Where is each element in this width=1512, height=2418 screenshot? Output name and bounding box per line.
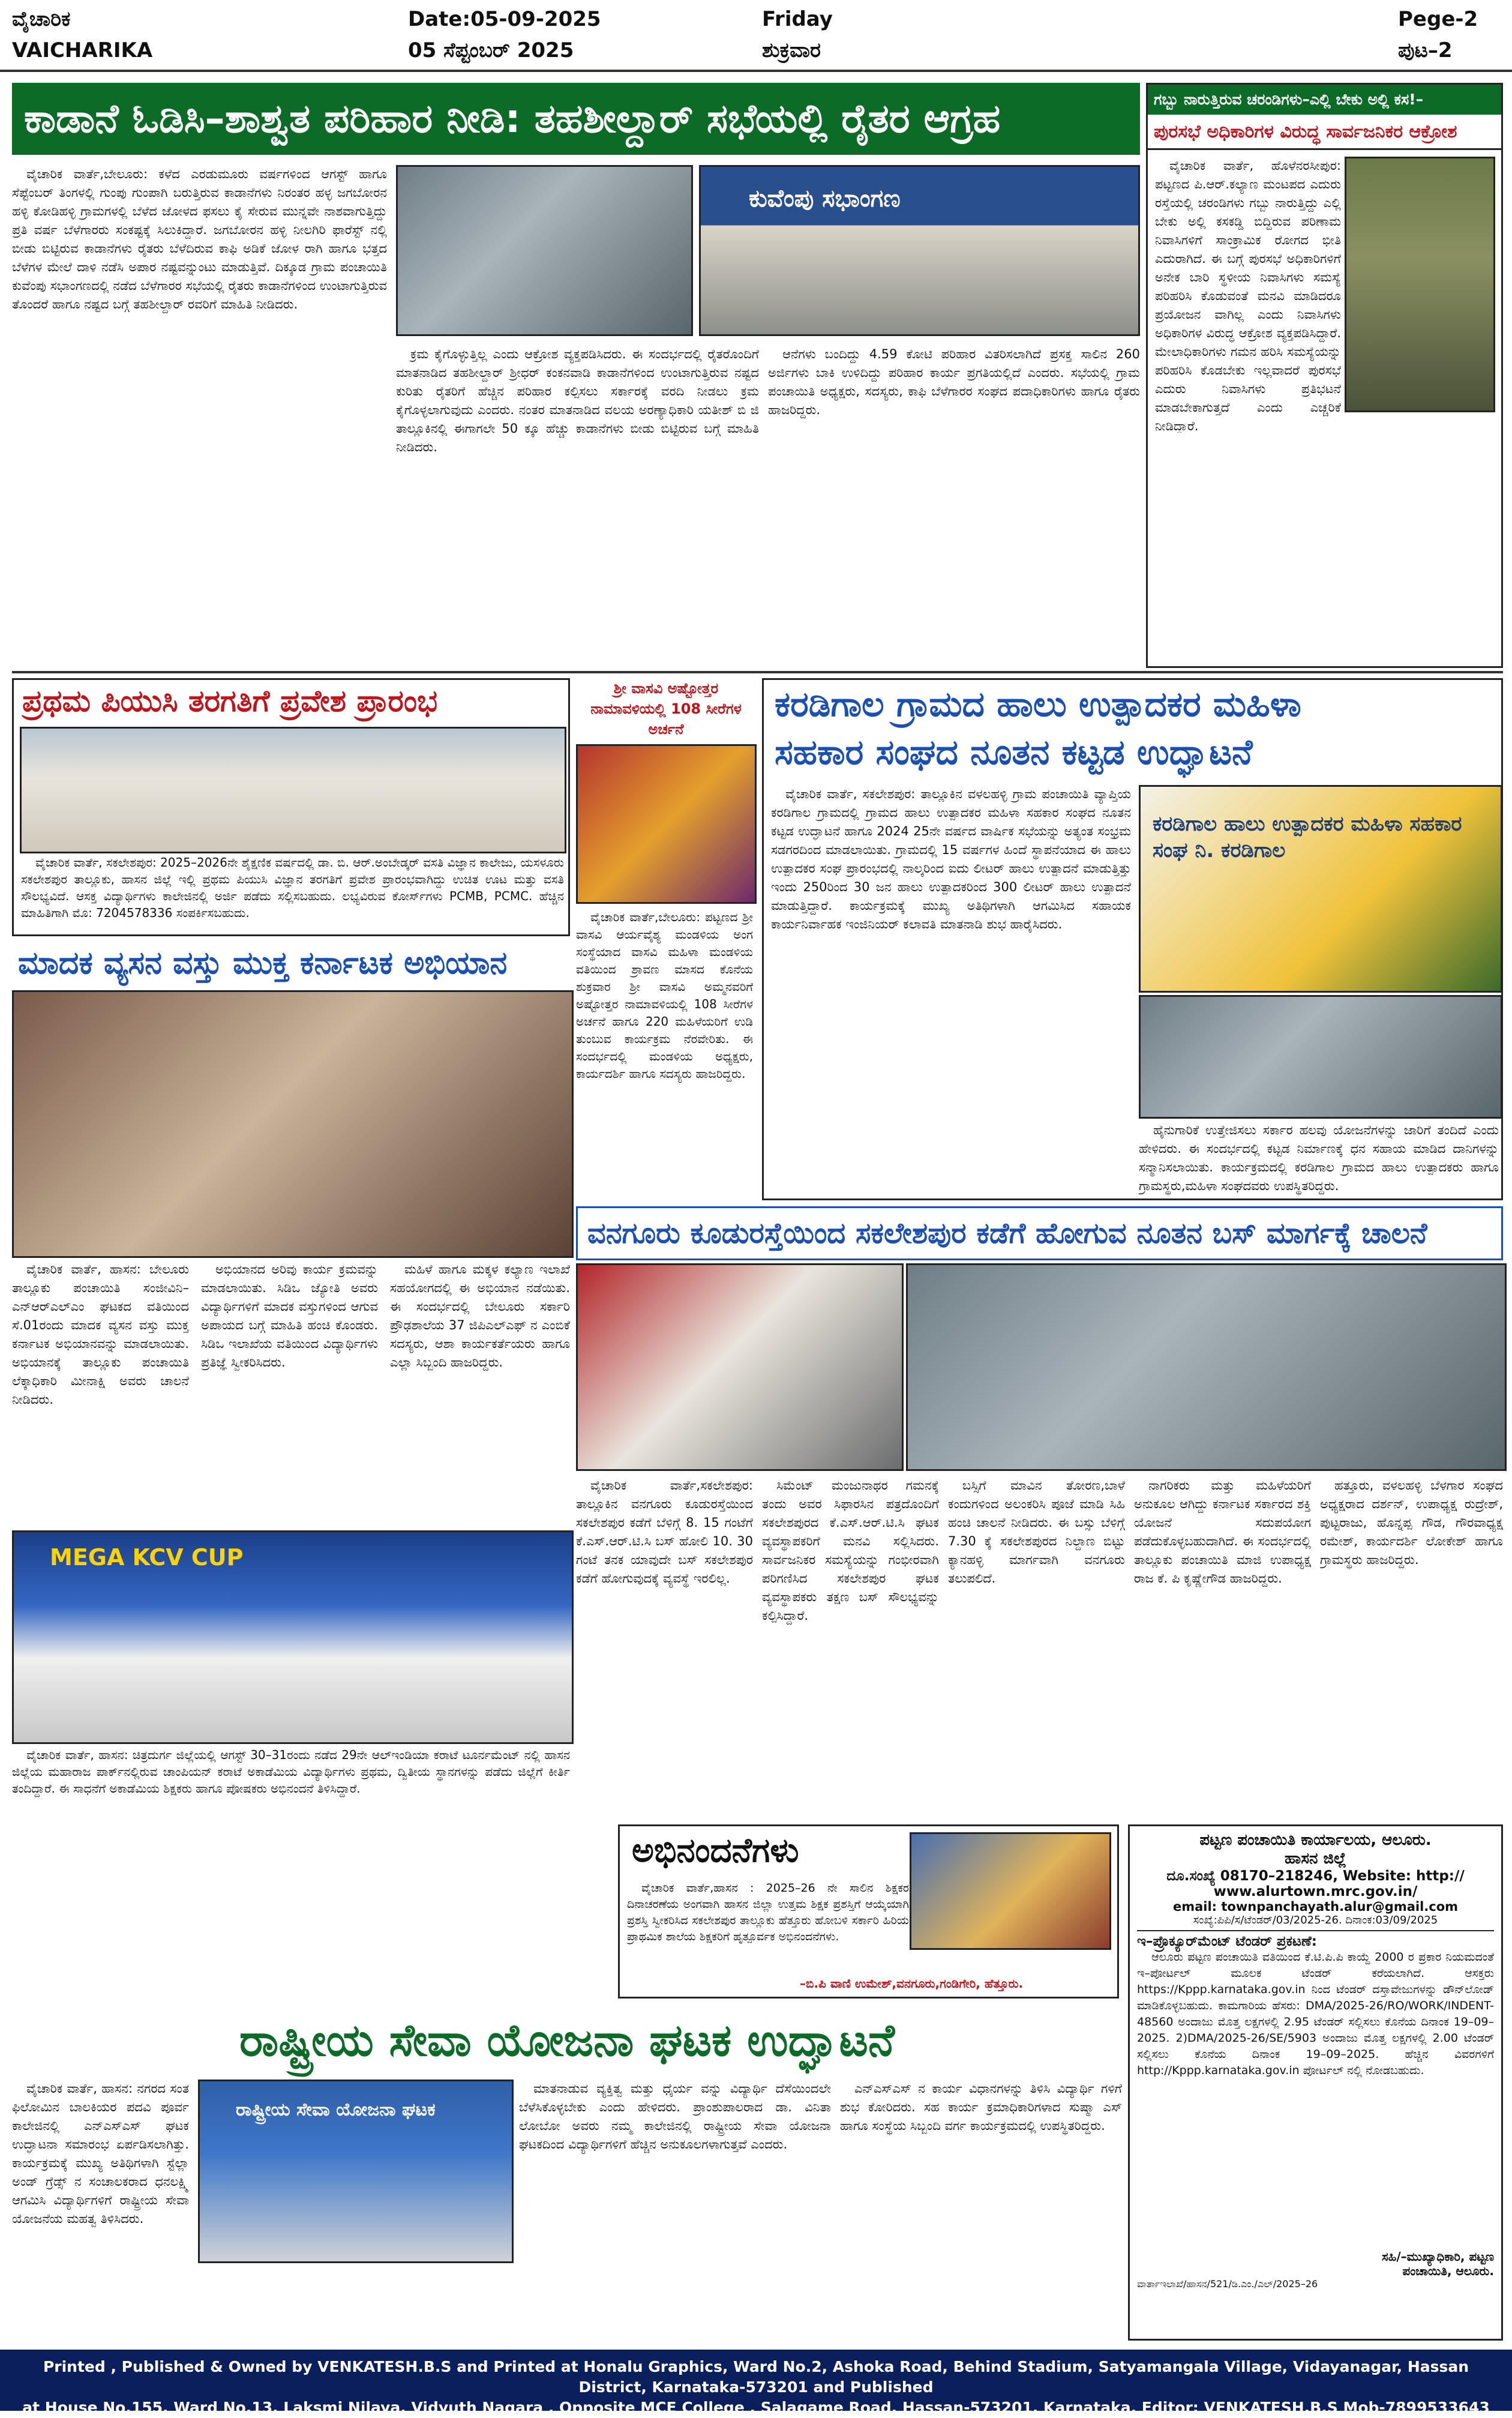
bus-route-column-4: ನಾಗರಿಕರು ಮತ್ತು ಮಹಿಳೆಯರಿಗೆ ಅನುಕೂಲ ಆಗಿದ್ದು ಕರ್ನಾಟಕ ಸರ್ಕಾರದ ಶಕ್ತಿ ಯೋಜನೆ ಸದುಪಯೋಗ ಪಡೆದುಕೊಳ್ಳಬಹುದಾಗಿದೆ. ಈ ಸಂದರ್ಭದಲ್ಲಿ ತಾಲ್ಲೂಕು ಪಂಚಾಯಿತಿ ಮಾಜಿ ಉಪಾಧ್ಯಕ್ಷ ರಾಜ ಕೆ. ಪಿ ಕೃಷ್ಣೇಗೌಡ ಹಾಜರಿದ್ದರು.	[1134, 1478, 1311, 1586]
paper-name-kannada: ವೈಚಾರಿಕ	[12, 7, 71, 31]
puc-headline: ಪ್ರಥಮ ಪಿಯುಸಿ ತರಗತಿಗೆ ಪ್ರವೇಶ ಪ್ರಾರಂಭ	[22, 683, 438, 718]
paper-name-english: VAICHARIKA	[12, 38, 153, 62]
congrats-body: ವೈಚಾರಿಕ ವಾರ್ತೆ,ಹಾಸನ : 2025–26 ನೇ ಸಾಲಿನ ಶಿಕ್ಷಕರ ದಿನಾಚರಣೆಯ ಅಂಗವಾಗಿ ಹಾಸನ ಜಿಲ್ಲಾ ಉತ್ತಮ ಶಿಕ್ಷಕ ಪ್ರಶಸ್ತಿಗೆ ಆಯ್ಕೆಯಾಗಿ ಪ್ರಶಸ್ತಿ ಸ್ವೀಕರಿಸಿದ ಸಕಲೇಶಪುರ ತಾಲ್ಲೂಕು ಹೆತ್ತೂರು ಹೋಬಳಿ ಸರ್ಕಾರಿ ಹಿರಿಯ ಪ್ರಾಥಮಿಕ ಶಾಲೆಯ ಶಿಕ್ಷಕರಿಗೆ ಹೃತ್ಪೂರ್ವಕ ಅಭಿನಂದನೆಗಳು.	[627, 1881, 909, 1943]
drug-campaign-column-2: ಅಭಿಯಾನದ ಅರಿವು ಕಾರ್ಯ ಕ್ರಮವನ್ನು ಮಾಡಲಾಯಿತು. ಸಿಡಿಒ ಜ್ಯೋತಿ ಅವರು ವಿದ್ಯಾರ್ಥಿಗಳಿಗೆ ಮಾದಕ ವಸ್ತುಗಳಿಂದ ಆಗುವ ಅಪಾಯದ ಬಗ್ಗೆ ಮಾಹಿತಿ ಹಂಚಿ ಕೊಂಡರು. ಸಿಡಿಒ ಇಲಾಖೆಯ ವತಿಯಿಂದ ವಿದ್ಯಾರ್ಥಿಗಳು ಪ್ರತಿಜ್ಞೆ ಸ್ವೀಕರಿಸಿದರು.	[201, 1262, 378, 1370]
bus-route-column-2: ಸಿಮೆಂಟ್ ಮಂಜುನಾಥರ ಗಮನಕ್ಕೆ ತಂದು ಅವರ ಸಿಫಾರಸಿನ ಪತ್ರದೊಂದಿಗೆ ಸಕಲೇಶಪುರದ ಕೆ.ಎಸ್.ಆರ್.ಟಿ.ಸಿ ಘಟಕ ವ್ಯವಸ್ಥಾಪಕರಿಗೆ ಮನವಿ ಸಲ್ಲಿಸಿದರು. ಸಾರ್ವಜನಿಕರ ಸಮಸ್ಯೆಯನ್ನು ಗಂಭೀರವಾಗಿ ಪರಿಗಣಿಸಿದ ಸಕಲೇಶಪುರ ಘಟಕ ವ್ಯವಸ್ಥಾಪಕರು ತಕ್ಷಣ ಬಸ್ ಸೌಲಭ್ಯವನ್ನು ಕಲ್ಪಿಸಿದ್ದಾರೆ.	[762, 1478, 939, 1623]
nss-photo-banner	[198, 2080, 514, 2263]
dairy-photo-banner-text: ಕರಡಿಗಾಲ ಹಾಲು ಉತ್ಪಾದಕರ ಮಹಿಳಾ ಸಹಕಾರ ಸಂಘ ನಿ. ಕರಡಿಗಾಲ	[1153, 812, 1462, 862]
side-story-headline: ಪುರಸಭೆ ಅಧಿಕಾರಿಗಳ ವಿರುದ್ಧ ಸಾರ್ವಜನಿಕರ ಆಕ್ರೋಶ	[1148, 115, 1501, 150]
lead-body-column-1: ವೈಚಾರಿಕ ವಾರ್ತೆ,ಬೇಲೂರು: ಕಳೆದ ಎರಡುಮೂರು ವರ್ಷಗಳಿಂದ ಆಗಸ್ಟ್ ಹಾಗೂ ಸೆಪ್ಟೆಂಬರ್ ತಿಂಗಳಲ್ಲಿ ಗುಂಪು ಗುಂಪಾಗಿ ಬರುತ್ತಿರುವ ಕಾಡಾನೆಗಳು ನಿರಂತರ ಹಳ್ಳ ಜಗಬೋರನ ಹಳ್ಳಿ ಕೋಡಿಹಳ್ಳಿ ಗ್ರಾಮಗಳಲ್ಲಿ ಬೆಳೆದ ಜೋಳದ ಫಸಲು ಕೈ ಸೇರುವ ಮುನ್ನವೇ ನಾಶವಾಗುತ್ತಿದ್ದು ಪ್ರತಿ ವರ್ಷ ಬೆಳೆಗಾರರು ಸಂಕಷ್ಟಕ್ಕೆ ಸಿಲುಕಿದ್ದಾರೆ. ಜಗಬೋರನ ಹಳ್ಳಿ ನೀಲಗಿರಿ ಫಾರೆಸ್ಟ್ ನಲ್ಲಿ ಬೀಡು ಬಿಟ್ಟಿರುವ ಕಾಡಾನೆಗಳು ರೈತರು ಬೆಳೆದಿರುವ ಕಾಫಿ ಅಡಿಕೆ ಜೋಳ ರಾಗಿ ಹಾಗೂ ಭತ್ತದ ಬೆಳೆಗಳ ಮೇಲೆ ದಾಳಿ ನಡೆಸಿ ಅಪಾರ ನಷ್ಟವನ್ನುಂಟು ಮಾಡುತ್ತಿವೆ. ದಿಕ್ಕೂಡ ಗ್ರಾಮ ಪಂಚಾಯಿತಿ ಕುವೆಂಪು ಸಭಾಂಗಣದಲ್ಲಿ ನಡೆದ ಬೆಳೆಗಾರರ ಸಭೆಯಲ್ಲಿ ರೈತರು ಕಾಡಾನೆಗಳಿಂದ ಉಂಟಾಗುತ್ತಿರುವ ತೊಂದರೆ ಹಾಗೂ ನಷ್ಟದ ಬಗ್ಗೆ ತಹಶೀಲ್ದಾರ್ ರವರಿಗೆ ಮಾಹಿತಿ ನೀಡಿದರು.	[12, 167, 387, 311]
dairy-headline-line-2: ಸಹಕಾರ ಸಂಘದ ನೂತನ ಕಟ್ಟಡ ಉದ್ಘಾಟನೆ	[775, 731, 1253, 772]
tender-website[interactable]: www.alurtown.mrc.gov.in/	[1213, 1884, 1418, 1899]
nss-column-2: ಮಾತನಾಡುವ ವ್ಯಕ್ತಿತ್ವ ಮತ್ತು ಧೈರ್ಯ ವನ್ನು ವಿದ್ಯಾರ್ಥಿ ದೆಸೆಯಿಂದಲೇ ಬೆಳೆಸಿಕೊಳ್ಳಬೇಕು ಎಂದು ಹೇಳಿದರು. ಪ್ರಾಂಶುಪಾಲರಾದ ಡಾ. ವಿನಿತಾ ಲೋಬೋ ಅವರು ನಮ್ಮ ಕಾಲೇಜಿನಲ್ಲಿ ರಾಷ್ಟ್ರೀಯ ಸೇವಾ ಯೋಜನಾ ಘಟಕದಿಂದ ವಿದ್ಯಾರ್ಥಿಗಳಿಗೆ ಹೆಚ್ಚಿನ ಅನುಕೂಲಗಳಾಗುತ್ತವೆ ಎಂದರು.	[519, 2081, 831, 2152]
vasavi-box	[576, 678, 756, 1218]
side-story-body: ವೈಚಾರಿಕ ವಾರ್ತೆ, ಹೊಳೆನರಸೀಪುರ: ಪಟ್ಟಣದ ಪಿ.ಆರ್.ಕಲ್ಯಾಣ ಮಂಟಪದ ಎದುರು ರಸ್ತೆಯಲ್ಲಿ ಚರಂಡಿಗಳು ಗಬ್ಬು ನಾರುತ್ತಿದ್ದು ಎಲ್ಲಿ ಬೇಕು ಅಲ್ಲಿ ಕಸಕಡ್ಡಿ ಬಿದ್ದಿರುವ ಪರಿಣಾಮ ನಿವಾಸಿಗಳಿಗೆ ಸಾಂಕ್ರಾಮಿಕ ರೋಗದ ಭೀತಿ ಎದುರಾಗಿದೆ. ಈ ಬಗ್ಗೆ ಪುರಸಭೆ ಅಧಿಕಾರಿಗಳಿಗೆ ಅನೇಕ ಬಾರಿ ಸ್ಥಳೀಯ ನಿವಾಸಿಗಳು ಸಮಸ್ಯೆ ಪರಿಹರಿಸಿ ಕೊಡುವಂತೆ ಮನವಿ ಮಾಡಿದರೂ ಪ್ರಯೋಜನ ವಾಗಿಲ್ಲ ಎಂದು ನಿವಾಸಿಗಳು ಅಧಿಕಾರಿಗಳ ವಿರುದ್ಧ ಆಕ್ರೋಶ ವ್ಯಕ್ತಪಡಿಸಿದ್ದಾರೆ. ಮೇಲಾಧಿಕಾರಿಗಳು ಗಮನ ಹರಿಸಿ ಸಮಸ್ಯೆಯನ್ನು ಪರಿಹರಿಸಿ ಕೊಡಬೇಕು ಇಲ್ಲವಾದರೆ ಪುರಸಭೆ ಎದುರು ನಿವಾಸಿಗಳು ಪ್ರತಿಭಟನೆ ಮಾಡಬೇಕಾಗುತ್ತದೆ ಎಂದು ಎಚ್ಚರಿಕೆ ನೀಡಿದ್ದಾರೆ.	[1155, 158, 1341, 433]
congrats-photo-award	[910, 1832, 1111, 1950]
congrats-box	[618, 1824, 1119, 1998]
tender-signature-line-1: ಸಹಿ/–ಮುಖ್ಯಾಧಿಕಾರಿ, ಪಟ್ಟಣ	[1381, 2249, 1494, 2264]
section-divider	[12, 671, 1503, 673]
date-english: Date:05-09-2025	[408, 7, 601, 31]
bus-route-photo-crowd	[906, 1263, 1507, 1471]
drug-campaign-photo	[12, 990, 574, 1258]
puc-photo-college	[20, 727, 566, 853]
nss-photo-banner-text: ರಾಷ್ಟ್ರೀಯ ಸೇವಾ ಯೋಜನಾ ಘಟಕ	[236, 2099, 436, 2120]
lead-photo-banner-text: ಕುವೆಂಪು ಸಭಾಂಗಣ	[749, 185, 901, 212]
lead-body-column-3: ಆನೆಗಳು ಬಂದಿದ್ದು 4.59 ಕೋಟಿ ಪರಿಹಾರ ವಿತರಿಸಲಾಗಿದೆ ಪ್ರಸಕ್ತ ಸಾಲಿನ 260 ಅರ್ಜಿಗಳು ಬಾಕಿ ಉಳಿದಿದ್ದು ಪರಿಹಾರ ಕಾರ್ಯ ಪ್ರಗತಿಯಲ್ಲಿದೆ ಎಂದರು. ಸಭೆಯಲ್ಲಿ ಗ್ರಾಮ ಪಂಚಾಯಿತಿ ಅಧ್ಯಕ್ಷರು, ಸದಸ್ಯರು, ಕಾಫಿ ಬೆಳೆಗಾರರ ಸಂಘದ ಪದಾಧಿಕಾರಿಗಳು ಹಾಗೂ ರೈತರು ಹಾಜರಿದ್ದರು.	[768, 347, 1140, 417]
vasavi-headline: ಶ್ರೀ ವಾಸವಿ ಅಷ್ಟೋತ್ತರ ನಾಮಾವಳಿಯಲ್ಲಿ 108 ಸೀರೆಗಳ ಅರ್ಚನೆ	[590, 680, 742, 738]
lead-headline: ಕಾಡಾನೆ ಓಡಿಸಿ–ಶಾಶ್ವತ ಪರಿಹಾರ ನೀಡಿ: ತಹಶೀಲ್ದಾರ್ ಸಭೆಯಲ್ಲಿ ರೈತರ ಆಗ್ರಹ	[12, 83, 1140, 155]
dairy-photo-meeting	[1139, 995, 1502, 1119]
dairy-headline-line-1: ಕರಡಿಗಾಲ ಗ್ರಾಮದ ಹಾಲು ಉತ್ಪಾದಕರ ಮಹಿಳಾ	[775, 683, 1301, 724]
puc-box	[12, 678, 570, 936]
dairy-body-column-1: ವೈಚಾರಿಕ ವಾರ್ತೆ, ಸಕಲೇಶಪುರ: ತಾಲ್ಲೂಕಿನ ವಳಲಹಳ್ಳಿ ಗ್ರಾಮ ಪಂಚಾಯಿತಿ ವ್ಯಾಪ್ತಿಯ ಕರಡಿಗಾಲ ಗ್ರಾಮದಲ್ಲಿ ಗ್ರಾಮದ ಹಾಲು ಉತ್ಪಾದಕರ ಮಹಿಳಾ ಸಹಕಾರ ಸಂಘದ ನೂತನ ಕಟ್ಟಡ ಉದ್ಘಾಟನೆ ಹಾಗೂ 2024 25ನೇ ವರ್ಷದ ವಾರ್ಷಿಕ ಸಭೆಯನ್ನು ಅತ್ಯಂತ ಸಂಭ್ರಮ ಸಡಗರದಿಂದ ಮಾಡಲಾಯಿತು. ಗ್ರಾಮದಲ್ಲಿ 15 ವರ್ಷಗಳ ಹಿಂದೆ ಸ್ಥಾಪನೆಯಾದ ಈ ಹಾಲು ಉತ್ಪಾದಕರ ಸಂಘ ಪ್ರಾರಂಭದಲ್ಲಿ ನಾಲ್ಕರಿಂದ ಐದು ಲೀಟರ್ ಹಾಲು ಉತ್ಪಾದನೆ ಮಾಡುತ್ತಿತ್ತು ಇಂದು 250ರಿಂದ 30 ಜನ ಹಾಲು ಉತ್ಪಾದಕರಿಂದ 300 ಲೀಟರ್ ಹಾಲು ಉತ್ಪಾದನೆ ಮಾಡುತ್ತಿದ್ದಾರೆ. ಕಾರ್ಯಕ್ರಮಕ್ಕೆ ಮುಖ್ಯ ಅತಿಥಿಗಳಾಗಿ ಆಗಮಿಸಿದ ಸಹಾಯಕ ಕಾರ್ಯನಿರ್ವಾಹಕ ಇಂಜಿನಿಯರ್ ಕಲಾವತಿ ಮಾತನಾಡಿ ಶುಭ ಹಾರೈಸಿದರು.	[771, 787, 1131, 931]
imprint-line-1: Printed , Published & Owned by VENKATESH.B.S and Printed at Honalu Graphics, Ward No.2, Ashoka Road, Behind Stadium, Satyamangala Village, Vidayanagar, Hassan District, Karnataka-573201 and Published	[43, 2358, 1469, 2396]
imprint-line-2: at House No.155, Ward No.13, Laksmi Nilaya, Vidyuth Nagara , Opposite MCE College , Salagame Road, Hassan-573201, Karnataka. Editor: VENKATESH.B.S Mob-7899533643	[22, 2399, 1490, 2416]
nss-column-1: ವೈಚಾರಿಕ ವಾರ್ತೆ, ಹಾಸನ: ನಗರದ ಸಂತ ಫಿಲೋಮಿನ ಬಾಲಕಿಯರ ಪದವಿ ಪೂರ್ವ ಕಾಲೇಜಿನಲ್ಲಿ ಎನ್‌ಎಸ್‌ಎಸ್ ಘಟಕ ಉದ್ಘಾಟನಾ ಸಮಾರಂಭ ಏರ್ಪಡಿಸಲಾಗಿತ್ತು. ಕಾರ್ಯಕ್ರಮಕ್ಕೆ ಮುಖ್ಯ ಅತಿಥಿಗಳಾಗಿ ಸ್ಟೆಲ್ಲಾ ಅಂಡ್ ಗ್ರೆಡ್ಸ್ ನ ಸಂಚಾಲಕರಾದ ಧನಲಕ್ಷ್ಮಿ ಆಗಮಿಸಿ ವಿದ್ಯಾರ್ಥಿಗಳಿಗೆ ರಾಷ್ಟ್ರೀಯ ಸೇವಾ ಯೋಜನೆಯ ಮಹತ್ವ ತಿಳಿಸಿದರು.	[12, 2081, 189, 2226]
nss-headline: ರಾಷ್ಟ್ರೀಯ ಸೇವಾ ಯೋಜನಾ ಘಟಕ ಉದ್ಘಾಟನೆ	[12, 2007, 1122, 2074]
congrats-headline: ಅಭಿನಂದನೆಗಳು	[632, 1831, 799, 1870]
dairy-photo-building	[1139, 785, 1502, 993]
puc-body: ವೈಚಾರಿಕ ವಾರ್ತೆ, ಸಕಲೇಶಪುರ: 2025–2026ನೇ ಶೈಕ್ಷಣಿಕ ವರ್ಷದಲ್ಲಿ ಡಾ. ಬಿ. ಆರ್.ಅಂಬೇಡ್ಕರ್ ವಸತಿ ವಿಜ್ಞಾನ ಕಾಲೇಜು, ಯಸಳೂರು ಸಕಲೇಶಪುರ ತಾಲ್ಲೂಕು, ಹಾಸನ ಜಿಲ್ಲೆ ಇಲ್ಲಿ ಪ್ರಥಮ ಪಿಯುಸಿ ವಿಜ್ಞಾನ ತರಗತಿಗೆ ಪ್ರವೇಶ ಪ್ರಾರಂಭವಾಗಿದ್ದು ಉಚಿತ ಊಟ ಮತ್ತು ವಸತಿ ಸೌಲಭ್ಯವಿದೆ. ಆಸಕ್ತ ವಿದ್ಯಾರ್ಥಿಗಳು ಕಾಲೇಜಿನಲ್ಲಿ ಅರ್ಜಿ ಪಡೆದು ಸಲ್ಲಿಸಬಹುದು. ಲಭ್ಯವಿರುವ ಕೋರ್ಸ್‌ಗಳು PCMB, PCMC. ಹೆಚ್ಚಿನ ಮಾಹಿತಿಗಾಗಿ ಮೊ: 7204578336 ಸಂಪರ್ಕಿಸಬಹುದು.	[21, 855, 564, 920]
tender-notice-box	[1128, 1824, 1503, 2341]
page-number-english: Pege-2	[1398, 7, 1478, 31]
page-number-kannada: ಪುಟ–2	[1398, 38, 1453, 62]
nss-section	[12, 2007, 1122, 2344]
dairy-body-column-2: ಹೈನುಗಾರಿಕೆ ಉತ್ತೇಜಿಸಲು ಸರ್ಕಾರ ಹಲವು ಯೋಜನೆಗಳನ್ನು ಜಾರಿಗೆ ತಂದಿದೆ ಎಂದು ಹೇಳಿದರು. ಈ ಸಂದರ್ಭದಲ್ಲಿ ಕಟ್ಟಡ ನಿರ್ಮಾಣಕ್ಕೆ ಧನ ಸಹಾಯ ಮಾಡಿದ ದಾನಿಗಳನ್ನು ಸನ್ಮಾನಿಸಲಾಯಿತು. ಕಾರ್ಯಕ್ರಮದಲ್ಲಿ ಕರಡಿಗಾಲ ಗ್ರಾಮದ ಹಾಲು ಉತ್ಪಾದಕರು ಹಾಗೂ ಗ್ರಾಮಸ್ಥರು,ಮಹಿಳಾ ಸಂಘದವರು ಉಪಸ್ಥಿತರಿದ್ದರು.	[1139, 1123, 1499, 1193]
lead-photo-audience	[396, 165, 693, 336]
nss-column-3: ಎನ್‌ಎಸ್‌ಎಸ್ ನ ಕಾರ್ಯ ವಿಧಾನಗಳನ್ನು ತಿಳಿಸಿ ವಿದ್ಯಾರ್ಥಿ ಗಳಿಗೆ ಶುಭ ಕೋರಿದರು. ಸಹ ಕಾರ್ಯ ಕ್ರಮಾಧಿಕಾರಿಗಳಾದ ಸುಷ್ಮಾ ಎಸ್ ಹಾಗೂ ಸಂಸ್ಥೆಯ ಸಿಬ್ಬಂದಿ ವರ್ಗ ಕಾರ್ಯಕ್ರಮದಲ್ಲಿ ಉಪಸ್ಥಿತರಿದ್ದರು.	[840, 2081, 1122, 2133]
day-english: Friday	[762, 7, 833, 31]
dairy-box	[762, 678, 1503, 1200]
tender-email[interactable]: email: townpanchayath.alur@gmail.com	[1172, 1899, 1458, 1914]
drug-campaign-headline: ಮಾದಕ ವ್ಯಸನ ವಸ್ತು ಮುಕ್ತ ಕರ್ನಾಟಕ ಅಭಿಯಾನ	[18, 945, 508, 981]
vasavi-photo-goddess	[576, 744, 757, 904]
tender-district: ಹಾಸನ ಜಿಲ್ಲೆ	[1285, 1850, 1346, 1868]
karate-section	[12, 1530, 570, 1830]
drug-campaign-column-3: ಮಹಿಳೆ ಹಾಗೂ ಮಕ್ಕಳ ಕಲ್ಯಾಣ ಇಲಾಖೆ ಸಹಯೋಗದಲ್ಲಿ ಈ ಅಭಿಯಾನ ನಡೆಯಿತು. ಈ ಸಂದರ್ಭದಲ್ಲಿ ಬೇಲೂರು ಸರ್ಕಾರಿ ಪ್ರೌಢಶಾಲೆಯ 37 ಜಿಪಿಎಲ್‌ಎಫ್ ನ ಎಂಬಿಕೆ ಸದಸ್ಯರು, ಆಶಾ ಕಾರ್ಯಕರ್ತೆಯರು ಹಾಗೂ ಎಲ್ಲಾ ಸಿಬ್ಬಂದಿ ಹಾಜರಿದ್ದರು.	[390, 1262, 570, 1370]
tender-footer-reference: ವಾರ್ತಾಇಲಾಖೆ/ಹಾಸನ/521/ಡಿ.ಎಂ./ಎಲ್/2025–26	[1137, 2278, 1318, 2290]
bus-route-column-3: ಬಸ್ಸಿಗೆ ಮಾವಿನ ತೋರಣ,ಬಾಳೆ ಕಂದುಗಳಿಂದ ಅಲಂಕರಿಸಿ ಪೂಜೆ ಮಾಡಿ ಸಿಹಿ ಹಂಚಿ ಚಾಲನೆ ನೀಡಿದರು. ಈ ಬಸ್ಸು ಬೆಳಿಗ್ಗೆ 7.30 ಕ್ಕೆ ಸಕಲೇಶಪುರದ ನಿಲ್ದಾಣ ಬಿಟ್ಟು ಕ್ಯಾನಹಳ್ಳಿ ಮಾರ್ಗವಾಗಿ ವನಗೂರು ತಲುಪಲಿದೆ.	[948, 1478, 1125, 1586]
bus-route-photo-bus	[576, 1263, 904, 1471]
vasavi-body: ವೈಚಾರಿಕ ವಾರ್ತೆ,ಬೇಲೂರು: ಪಟ್ಟಣದ ಶ್ರೀ ವಾಸವಿ ಆರ್ಯವೈಶ್ಯ ಮಂಡಳಿಯ ಅಂಗ ಸಂಸ್ಥೆಯಾದ ವಾಸವಿ ಮಹಿಳಾ ಮಂಡಳಿಯ ವತಿಯಿಂದ ಶ್ರಾವಣ ಮಾಸದ ಕೊನೆಯ ಶುಕ್ರವಾರ ಶ್ರೀ ವಾಸವಿ ಅಮ್ಮನವರಿಗೆ ಅಷ್ಟೋತ್ತರ ನಾಮಾವಳಿಯಲ್ಲಿ 108 ಸೀರೆಗಳ ಅರ್ಚನೆ ಹಾಗೂ 220 ಮಹಿಳೆಯರಿಗೆ ಉಡಿ ತುಂಬುವ ಕಾರ್ಯಕ್ರಮ ನೆರವೇರಿತು. ಈ ಸಂದರ್ಭದಲ್ಲಿ ಮಂಡಳಿಯ ಅಧ್ಯಕ್ಷರು, ಕಾರ್ಯದರ್ಶಿ ಹಾಗೂ ಸದಸ್ಯರು ಹಾಜರಿದ್ದರು.	[576, 910, 753, 1081]
lead-photo-stage	[699, 165, 1140, 336]
tender-notice-title: ಇ–ಪ್ರೊಕ್ಯೂರ್‌ಮೆಂಟ್ ಟೆಂಡರ್ ಪ್ರಕಟಣೆ:	[1137, 1930, 1494, 1949]
date-kannada: 05 ಸೆಪ್ಟಂಬರ್ 2025	[408, 38, 574, 62]
tender-phone: ದೂ.ಸಂಖ್ಯೆ 08170–218246, Website: http://	[1166, 1868, 1465, 1884]
tender-office-name: ಪಟ್ಟಣ ಪಂಚಾಯಿತಿ ಕಾರ್ಯಾಲಯ, ಆಲೂರು.	[1199, 1831, 1432, 1849]
karate-photo-banner-text: MEGA KCV CUP	[50, 1544, 244, 1571]
day-kannada: ಶುಕ್ರವಾರ	[762, 38, 821, 62]
tender-signature-line-2: ಪಂಚಾಯಿತಿ, ಆಲೂರು.	[1402, 2264, 1494, 2278]
congrats-signature: –ಬಿ.ಪಿ ವಾಣಿ ಉಮೇಶ್,ವನಗೂರು,ಗಂಡಿಗೇರಿ, ಹೆತ್ತೂರು.	[800, 1976, 1024, 1991]
drug-campaign-column-1: ವೈಚಾರಿಕ ವಾರ್ತೆ, ಹಾಸನ: ಬೇಲೂರು ತಾಲ್ಲೂಕು ಪಂಚಾಯಿತಿ ಸಂಜೀವಿನಿ–ಎನ್‌ಆರ್‌ಎಲ್‌ಎಂ ಘಟಕದ ವತಿಯಿಂದ ಸೆ.01ರಂದು ಮಾದಕ ವ್ಯಸನ ವಸ್ತು ಮುಕ್ತ ಕರ್ನಾಟಕ ಅಭಿಯಾನವನ್ನು ಮಾಡಲಾಯಿತು. ಅಭಿಯಾನಕ್ಕೆ ತಾಲ್ಲೂಕು ಪಂಚಾಯಿತಿ ಲೆಕ್ಕಾಧಿಕಾರಿ ಮೀನಾಕ್ಷಿ ಅವರು ಚಾಲನೆ ನೀಡಿದರು.	[12, 1262, 189, 1407]
karate-body: ವೈಚಾರಿಕ ವಾರ್ತೆ, ಹಾಸನ: ಚಿತ್ರದುರ್ಗ ಜಿಲ್ಲೆಯಲ್ಲಿ ಆಗಸ್ಟ್ 30–31ರಂದು ನಡೆದ 29ನೇ ಆಲ್‌ಇಂಡಿಯಾ ಕರಾಟೆ ಟೂರ್ನಮೆಂಟ್ ನಲ್ಲಿ ಹಾಸನ ಜಿಲ್ಲೆಯ ಮಹಾರಾಜ ಪಾರ್ಕ್‌ನಲ್ಲಿರುವ ಚಾಂಪಿಯನ್ ಕರಾಟೆ ಅಕಾಡೆಮಿಯ ವಿದ್ಯಾರ್ಥಿಗಳು ಪ್ರಥಮ, ದ್ವಿತೀಯ ಸ್ಥಾನಗಳನ್ನು ಪಡೆದು ಜಿಲ್ಲೆಗೆ ಕೀರ್ತಿ ತಂದಿದ್ದಾರೆ. ಈ ಸಾಧನೆಗೆ ಅಕಾಡೆಮಿಯ ಶಿಕ್ಷಕರು ಹಾಗೂ ಪೋಷಕರು ಅಭಿನಂದನೆ ತಿಳಿಸಿದ್ದಾರೆ.	[12, 1748, 570, 1796]
drug-campaign-section	[12, 942, 570, 1524]
masthead	[0, 0, 1512, 72]
bus-route-column-5: ಹತ್ತೂರು, ವಳಲಹಳ್ಳಿ ಬೆಳಗಾರ ಸಂಘದ ಅಧ್ಯಕ್ಷರಾದ ದರ್ಶನ್, ಉಪಾಧ್ಯಕ್ಷ ರುದ್ರೇಶ್, ಪುಟ್ಟರಾಜು, ಹೊನ್ನಪ್ಪ ಗೌಡ, ಗೌರವಾಧ್ಯಕ್ಷ ರಮೇಶ್, ಕಾರ್ಯದರ್ಶಿ ಲೋಕೇಶ್ ಹಾಗೂ ಗ್ರಾಮಸ್ಥರು ಹಾಜರಿದ್ದರು.	[1320, 1478, 1503, 1567]
lead-body-column-2: ಕ್ರಮ ಕೈಗೊಳ್ಳುತ್ತಿಲ್ಲ ಎಂದು ಆಕ್ರೋಶ ವ್ಯಕ್ತಪಡಿಸಿದರು. ಈ ಸಂದರ್ಭದಲ್ಲಿ ರೈತರೊಂದಿಗೆ ಮಾತನಾಡಿದ ತಹಶೀಲ್ದಾರ್ ಶ್ರೀಧರ್ ಕಂಕನವಾಡಿ ಕಾಡಾನೆಗಳಿಂದ ಉಂಟಾಗುತ್ತಿರುವ ನಷ್ಟದ ಕುರಿತು ರೈತರಿಗೆ ಹೆಚ್ಚಿನ ಪರಿಹಾರ ಕಲ್ಪಿಸಲು ಸರ್ಕಾರಕ್ಕೆ ವರದಿ ನೀಡಲು ಕ್ರಮ ಕೈಗೊಳ್ಳಲಾಗುವುದು ಎಂದರು. ನಂತರ ಮಾತನಾಡಿದ ವಲಯ ಅರಣ್ಯಾಧಿಕಾರಿ ಯತೀಶ್ ಬಿ ಜಿ ತಾಲ್ಲೂಕಿನಲ್ಲಿ ಈಗಾಗಲೇ 50 ಕ್ಕೂ ಹೆಚ್ಚು ಕಾಡಾನೆಗಳು ಬೀಡು ಬಿಟ್ಟಿರುವ ಬಗ್ಗೆ ಮಾಹಿತಿ ನೀಡಿದರು.	[396, 347, 759, 454]
bus-route-headline: ವನಗೂರು ಕೂಡುರಸ್ತೆಯಿಂದ ಸಕಲೇಶಪುರ ಕಡೆಗೆ ಹೋಗುವ ನೂತನ ಬಸ್ ಮಾರ್ಗಕ್ಕೆ ಚಾಲನೆ	[576, 1206, 1503, 1260]
tender-body: ಆಲೂರು ಪಟ್ಟಣ ಪಂಚಾಯಿತಿ ವತಿಯಿಂದ ಕೆ.ಟಿ.ಪಿ.ಪಿ ಕಾಯ್ದೆ 2000 ರ ಪ್ರಕಾರ ನಿಯಮದಂತೆ ಇ–ಪೋರ್ಟಲ್ ಮೂಲಕ ಟೆಂಡರ್ ಕರೆಯಲಾಗಿದೆ. ಆಸಕ್ತರು https://Kppp.karnataka.gov.in ನಿಂದ ಟೆಂಡರ್ ದಸ್ತಾವೇಜುಗಳನ್ನು ಡೌನ್‌ಲೋಡ್ ಮಾಡಿಕೊಳ್ಳಬಹುದು. ಕಾಮಗಾರಿಯ ಹೆಸರು: DMA/2025-26/RO/WORK/INDENT-48560 ಅಂದಾಜು ಮೊತ್ತ ಲಕ್ಷಗಳಲ್ಲಿ 2.95 ಟೆಂಡರ್ ಸಲ್ಲಿಸಲು ಕೊನೆಯ ದಿನಾಂಕ 19–09–2025. 2)DMA/2025-26/SE/5903 ಅಂದಾಜು ಮೊತ್ತ ಲಕ್ಷಗಳಲ್ಲಿ 2.00 ಟೆಂಡರ್ ಸಲ್ಲಿಸಲು ಕೊನೆಯ ದಿನಾಂಕ 19–09–2025. ಹೆಚ್ಚಿನ ವಿವರಗಳಿಗೆ http://Kppp.karnataka.gov.in ಪೋರ್ಟಲ್ ನಲ್ಲಿ ನೋಡಬಹುದು.	[1137, 1950, 1494, 2077]
imprint-footer	[0, 2350, 1512, 2416]
side-story-kicker: ಗಬ್ಬು ನಾರುತ್ತಿರುವ ಚರಂಡಿಗಳು–ಎಲ್ಲಿ ಬೇಕು ಅಲ್ಲಿ ಕಸ!–	[1148, 85, 1501, 115]
tender-reference: ಸಂಖ್ಯೆ:ಪಿಪಿ/ಸ/ಟೆಂಡರ್/03/2025-26. ದಿನಾಂಕ:03/09/2025	[1193, 1914, 1438, 1926]
side-story-photo-drain	[1345, 157, 1495, 412]
side-story-box	[1146, 83, 1503, 668]
bus-route-section	[576, 1206, 1503, 1818]
karate-photo	[12, 1530, 574, 1744]
bus-route-column-1: ವೈಚಾರಿಕ ವಾರ್ತೆ,ಸಕಲೇಶಪುರ: ತಾಲ್ಲೂಕಿನ ವನಗೂರು ಕೂಡುರಸ್ತೆಯಿಂದ ಸಕಲೇಶಪುರ ಕಡೆಗೆ ಬೆಳಿಗ್ಗೆ 8. 15 ಗಂಟೆಗೆ ಕೆ.ಎಸ್.ಆರ್.ಟಿ.ಸಿ ಬಸ್ ಹೋಲಿ 10. 30 ಗಂಟೆ ತನಕ ಯಾವುದೇ ಬಸ್ ಸಕಲೇಶಪುರ ಕಡೆಗೆ ಹೋಗುವುದಕ್ಕೆ ವ್ಯವಸ್ಥೆ ಇರಲಿಲ್ಲ.	[576, 1478, 753, 1586]
